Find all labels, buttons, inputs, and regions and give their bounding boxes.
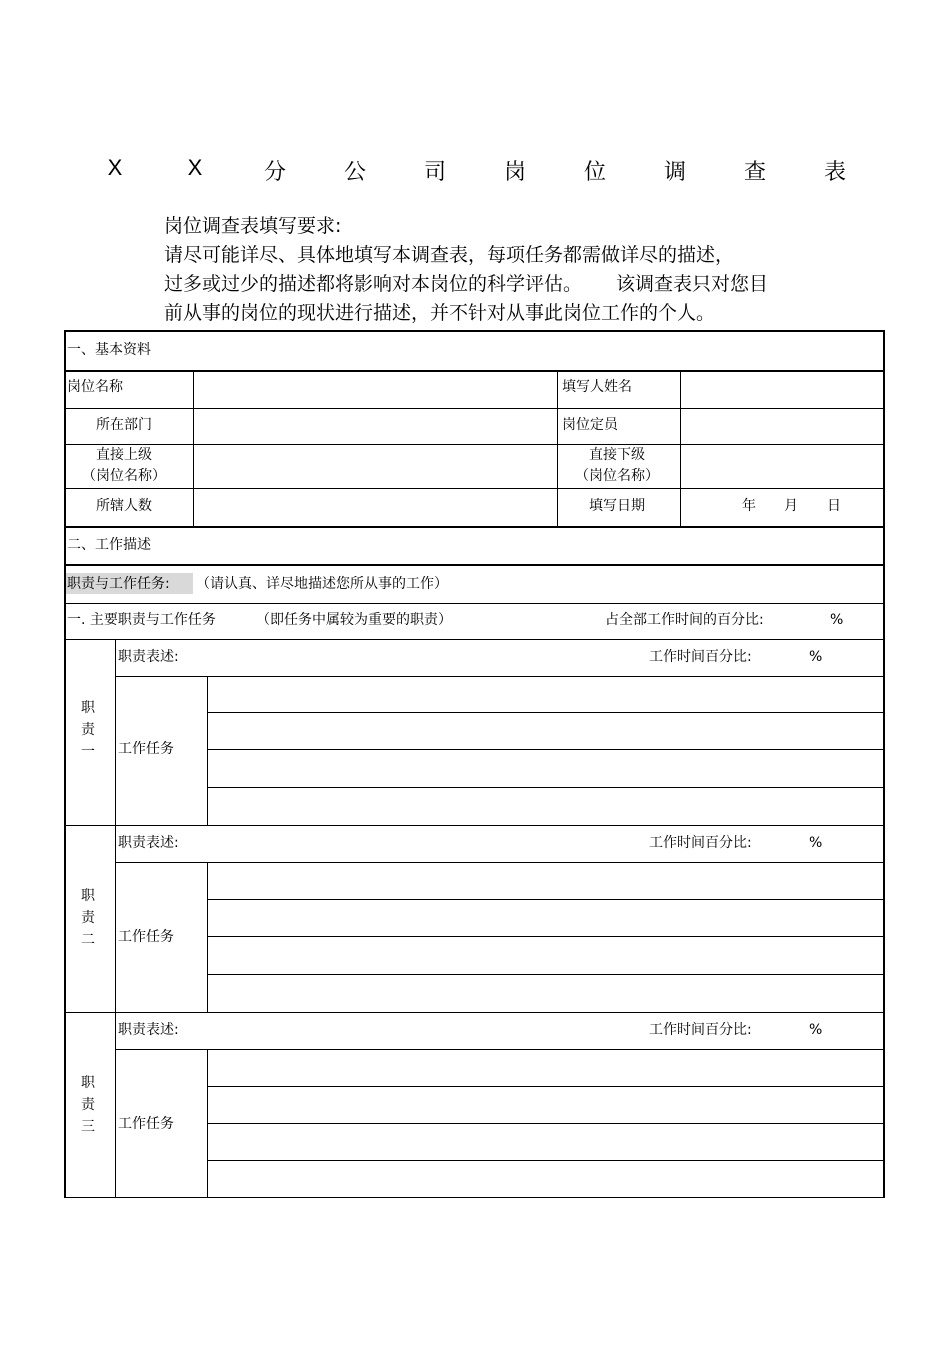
title-char: 查	[743, 159, 766, 184]
duties-label: 职责与工作任务:	[67, 576, 170, 592]
title-char: 调	[663, 159, 686, 184]
page-title	[95, 155, 855, 186]
duty-three-tasks-label: 工作任务	[118, 1116, 174, 1132]
title-char: 分	[263, 159, 286, 184]
fill-date-label: 填写日期	[589, 498, 645, 514]
duty-two-char: 二	[81, 932, 95, 948]
duty-one-label	[78, 697, 98, 763]
duty-two-percent-sign: %	[809, 835, 823, 851]
duty-two-task-field[interactable]	[209, 864, 883, 898]
duty-one-char: 职	[81, 700, 95, 716]
instructions-line	[164, 270, 768, 299]
duty-three-task-field[interactable]	[209, 1162, 883, 1196]
duty-two-task-field[interactable]	[209, 976, 883, 1011]
duty-three-desc-label: 职责表述:	[118, 1022, 179, 1038]
duty-one-char: 责	[81, 722, 95, 738]
fill-instructions	[164, 212, 768, 328]
duty-one-task-field[interactable]	[209, 789, 883, 824]
instructions-line: 前从事的岗位的现状进行描述，并不针对从事此岗位工作的个人。	[164, 302, 716, 324]
section-basic-info-header: 一、基本资料	[67, 342, 151, 358]
direct-superior-label: 直接上级	[96, 447, 152, 463]
filler-name-field[interactable]	[682, 372, 882, 407]
direct-subordinate-label: 直接下级	[589, 447, 645, 463]
filler-name-label: 填写人姓名	[562, 379, 632, 395]
duty-two-label	[78, 885, 98, 951]
title-char: 表	[823, 159, 846, 184]
duty-three-char: 三	[81, 1119, 95, 1135]
work-description-header-box	[64, 526, 885, 566]
main-duties-label: 一. 主要职责与工作任务	[67, 612, 216, 628]
date-year-label: 年	[742, 498, 756, 514]
duty-two-char: 职	[81, 888, 95, 904]
duty-two-tasks-label: 工作任务	[118, 929, 174, 945]
direct-superior-field[interactable]	[195, 446, 555, 487]
duty-three-label	[78, 1072, 98, 1138]
direct-subordinate-field[interactable]	[682, 446, 882, 487]
date-day-label: 日	[827, 498, 841, 514]
date-month-label: 月	[784, 498, 798, 514]
duty-three-time-label: 工作时间百分比:	[649, 1022, 752, 1038]
duty-one-task-field[interactable]	[209, 751, 883, 786]
percent-total-sign: %	[830, 612, 844, 628]
headcount-field[interactable]	[682, 410, 882, 443]
headcount-label: 岗位定员	[562, 417, 618, 433]
duty-two-char: 责	[81, 910, 95, 926]
duty-one-time-label: 工作时间百分比:	[649, 649, 752, 665]
duty-three-char: 职	[81, 1075, 95, 1091]
department-label: 所在部门	[96, 417, 152, 433]
managed-count-field[interactable]	[195, 490, 555, 526]
duty-one-task-field[interactable]	[209, 714, 883, 748]
duty-one-percent-sign: %	[809, 649, 823, 665]
duty-two-desc-label: 职责表述:	[118, 835, 179, 851]
percent-total-label: 占全部工作时间的百分比:	[605, 612, 764, 628]
duty-one-desc-label: 职责表述:	[118, 649, 179, 665]
instructions-line: 请尽可能详尽、具体地填写本调查表，每项任务都需做详尽的描述，	[164, 244, 735, 266]
duty-three-task-field[interactable]	[209, 1051, 883, 1085]
duty-two-task-field[interactable]	[209, 901, 883, 935]
duties-hint: （请认真、详尽地描述您所从事的工作）	[196, 576, 448, 592]
title-char: 位	[583, 159, 606, 184]
department-field[interactable]	[195, 410, 555, 443]
duty-three-char: 责	[81, 1097, 95, 1113]
position-name-label: 岗位名称	[67, 379, 123, 395]
duty-three-task-field[interactable]	[209, 1088, 883, 1122]
duty-two-time-label: 工作时间百分比:	[649, 835, 752, 851]
main-duties-note: （即任务中属较为重要的职责）	[256, 612, 452, 628]
title-char: 司	[423, 159, 446, 184]
duty-one-tasks-label: 工作任务	[118, 741, 174, 757]
section-work-description-header: 二、工作描述	[67, 537, 151, 553]
title-char: X	[187, 155, 203, 180]
instructions-text: 过多或过少的描述都将影响对本岗位的科学评估。	[164, 273, 583, 295]
title-char: 公	[343, 159, 366, 184]
duty-three-task-field[interactable]	[209, 1125, 883, 1159]
direct-subordinate-sublabel: （岗位名称）	[575, 468, 659, 484]
duty-two-task-field[interactable]	[209, 938, 883, 973]
duty-three-percent-sign: %	[809, 1022, 823, 1038]
position-name-field[interactable]	[195, 372, 555, 407]
title-char: X	[107, 155, 123, 180]
duty-one-task-field[interactable]	[209, 678, 883, 711]
instructions-text: 该调查表只对您目	[616, 273, 769, 295]
managed-count-label: 所辖人数	[96, 498, 152, 514]
direct-superior-sublabel: （岗位名称）	[82, 468, 166, 484]
instructions-heading: 岗位调查表填写要求:	[164, 215, 342, 237]
duty-one-char: 一	[81, 744, 95, 760]
title-char: 岗	[503, 159, 526, 184]
